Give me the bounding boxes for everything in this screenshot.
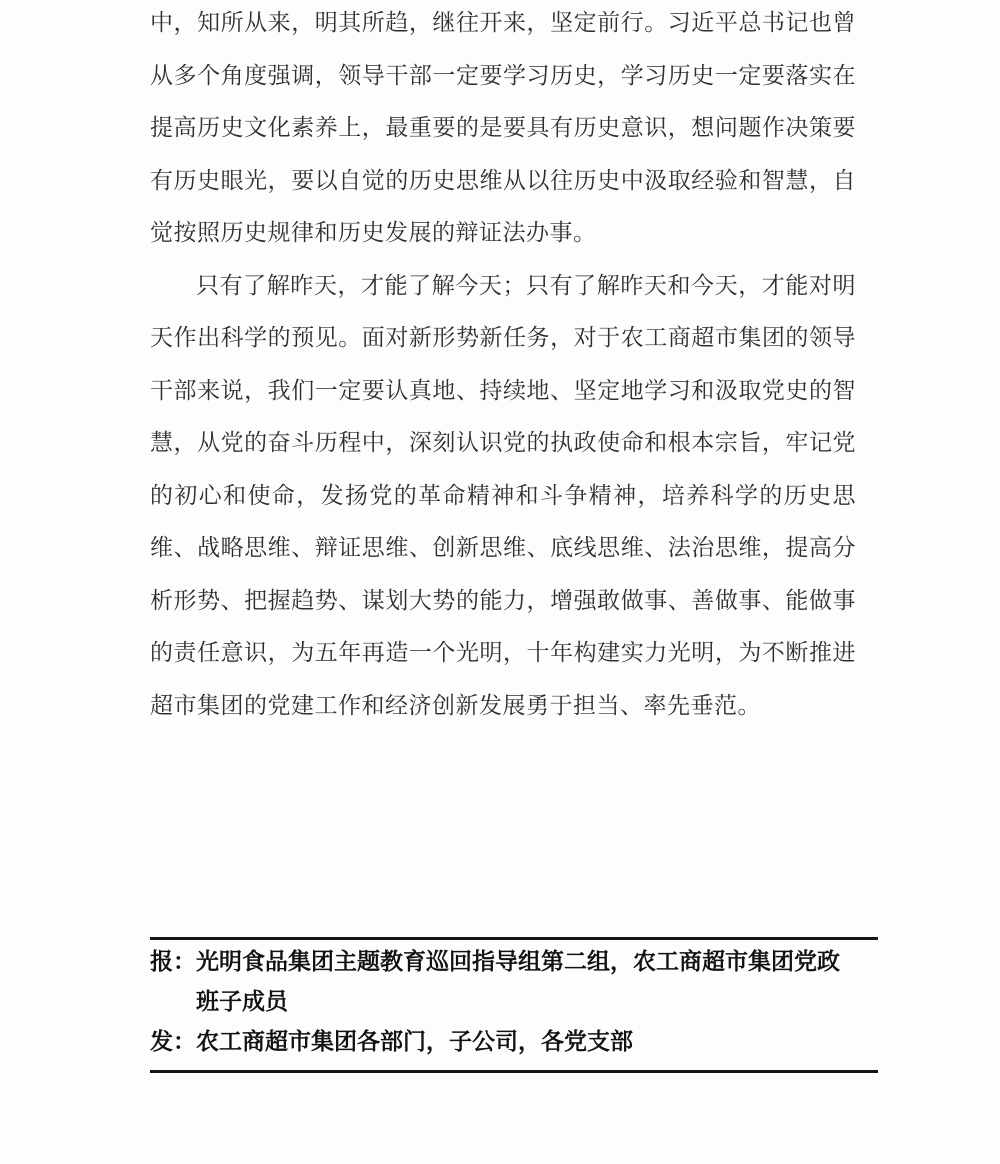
- distribution-label-report: 报：: [150, 949, 196, 974]
- distribution-block: [150, 937, 878, 1073]
- distribution-text-send: 农工商超市集团各部门，子公司，各党支部: [196, 1029, 633, 1054]
- distribution-entry-send: [150, 1022, 856, 1062]
- document-body: [150, 0, 856, 732]
- distribution-text-report: 光明食品集团主题教育巡回指导组第二组，农工商超市集团党政班子成员: [196, 949, 840, 1014]
- paragraph-second: 只有了解昨天，才能了解今天；只有了解昨天和今天，才能对明天作出科学的预见。面对新形势新任务，对于农工商超市集团的领导干部来说，我们一定要认真地、持续地、坚定地学习和汲取党史的智慧，从党的奋斗历程中，深刻认识党的执政使命和根本宗旨，牢记党的初心和使命，发扬党的革命精神和斗争精神，培养科学的历史思维、战略思维、辩证思维、创新思维、底线思维、法治思维，提高分析形势、把握趋势、谋划大势的能力，增强敢做事、善做事、能做事的责任意识，为五年再造一个光明，十年构建实力光明，为不断推进超市集团的党建工作和经济创新发展勇于担当、率先垂范。: [150, 272, 856, 718]
- distribution-label-send: 发：: [150, 1029, 196, 1054]
- paragraph-continuation: 中，知所从来，明其所趋，继往开来，坚定前行。习近平总书记也曾从多个角度强调，领导干部一定要学习历史，学习历史一定要落实在提高历史文化素养上，最重要的是要具有历史意识，想问题作决策要有历史眼光，要以自觉的历史思维从以往历史中汲取经验和智慧，自觉按照历史规律和历史发展的辩证法办事。: [150, 10, 856, 245]
- distribution-entry-report: [150, 942, 856, 1022]
